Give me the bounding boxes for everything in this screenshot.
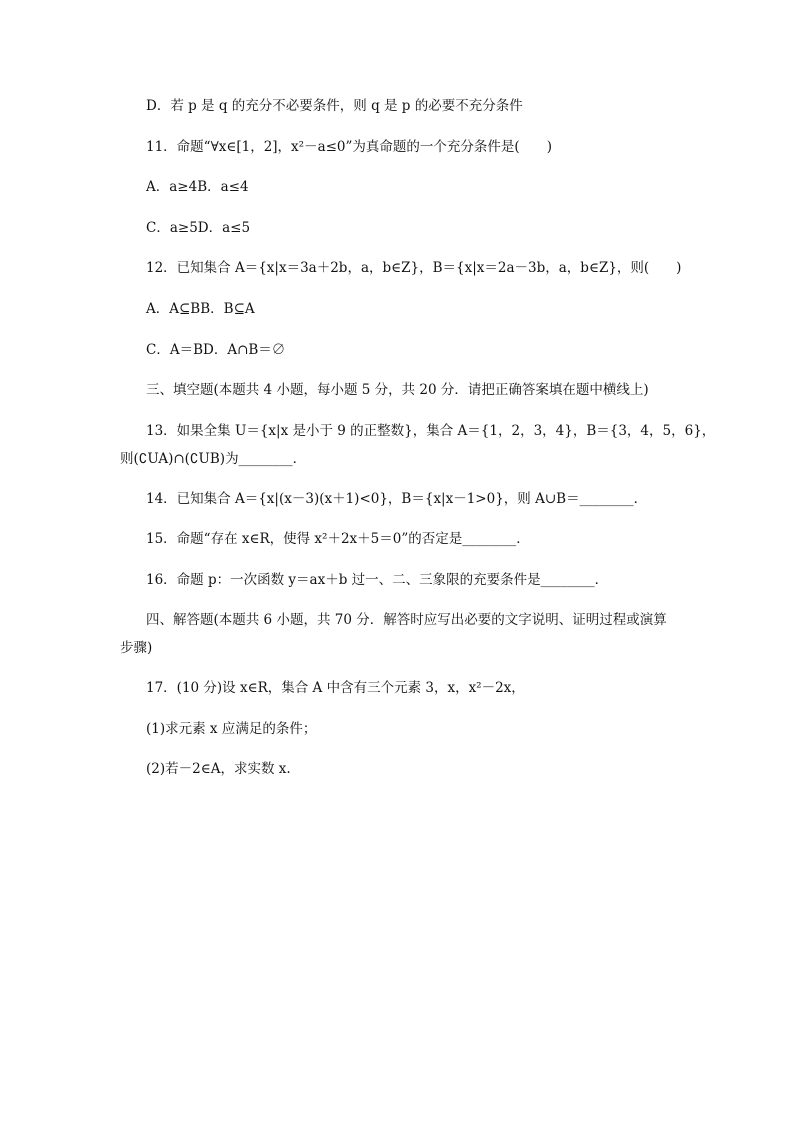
question-17-part-1: (1)求元素 x 应满足的条件；	[146, 721, 317, 737]
option-d-line: D．若 p 是 q 的充分不必要条件，则 q 是 p 的必要不充分条件	[146, 98, 523, 114]
question-16: 16．命题 p：一次函数 y＝ax＋b 过一、二、三象限的充要条件是________．	[146, 572, 609, 588]
section-4-heading: 四、解答题(本题共 6 小题，共 70 分．解答时应写出必要的文字说明、证明过程或演算	[146, 612, 667, 628]
question-15: 15．命题“存在 x∈R，使得 x²＋2x＋5＝0”的否定是________．	[146, 531, 530, 547]
section-4-heading-continued: 步骤)	[120, 640, 153, 656]
q12-options-ab: A．A⊆BB．B⊆A	[146, 301, 255, 317]
question-12: 12．已知集合 A＝{x|x＝3a＋2b，a，b∈Z}，B＝{x|x＝2a－3b，a，b∈Z}，则( )	[146, 260, 682, 276]
question-11: 11．命题“∀x∈[1，2]，x²－a≤0”为真命题的一个充分条件是( )	[146, 139, 552, 155]
question-17-part-2: (2)若－2∈A，求实数 x.	[146, 761, 291, 777]
q12-options-cd: C．A＝BD．A∩B＝∅	[146, 342, 286, 358]
question-13-continued: 则(∁UA)∩(∁UB)为________．	[120, 451, 307, 467]
question-14: 14．已知集合 A＝{x|(x－3)(x＋1)<0}，B＝{x|x－1>0}，则 A∪B＝________．	[146, 491, 648, 507]
q11-options-cd: C．a≥5D．a≤5	[146, 220, 251, 236]
question-17: 17．(10 分)设 x∈R，集合 A 中含有三个元素 3，x，x²－2x，	[146, 680, 525, 696]
q11-options-ab: A．a≥4B．a≤4	[146, 179, 249, 195]
section-3-heading: 三、填空题(本题共 4 小题，每小题 5 分，共 20 分．请把正确答案填在题中横线上)	[146, 382, 649, 398]
question-13: 13．如果全集 U＝{x|x 是小于 9 的正整数}，集合 A＝{1，2，3，4}，B＝{3，4，5，6}，	[146, 423, 716, 439]
